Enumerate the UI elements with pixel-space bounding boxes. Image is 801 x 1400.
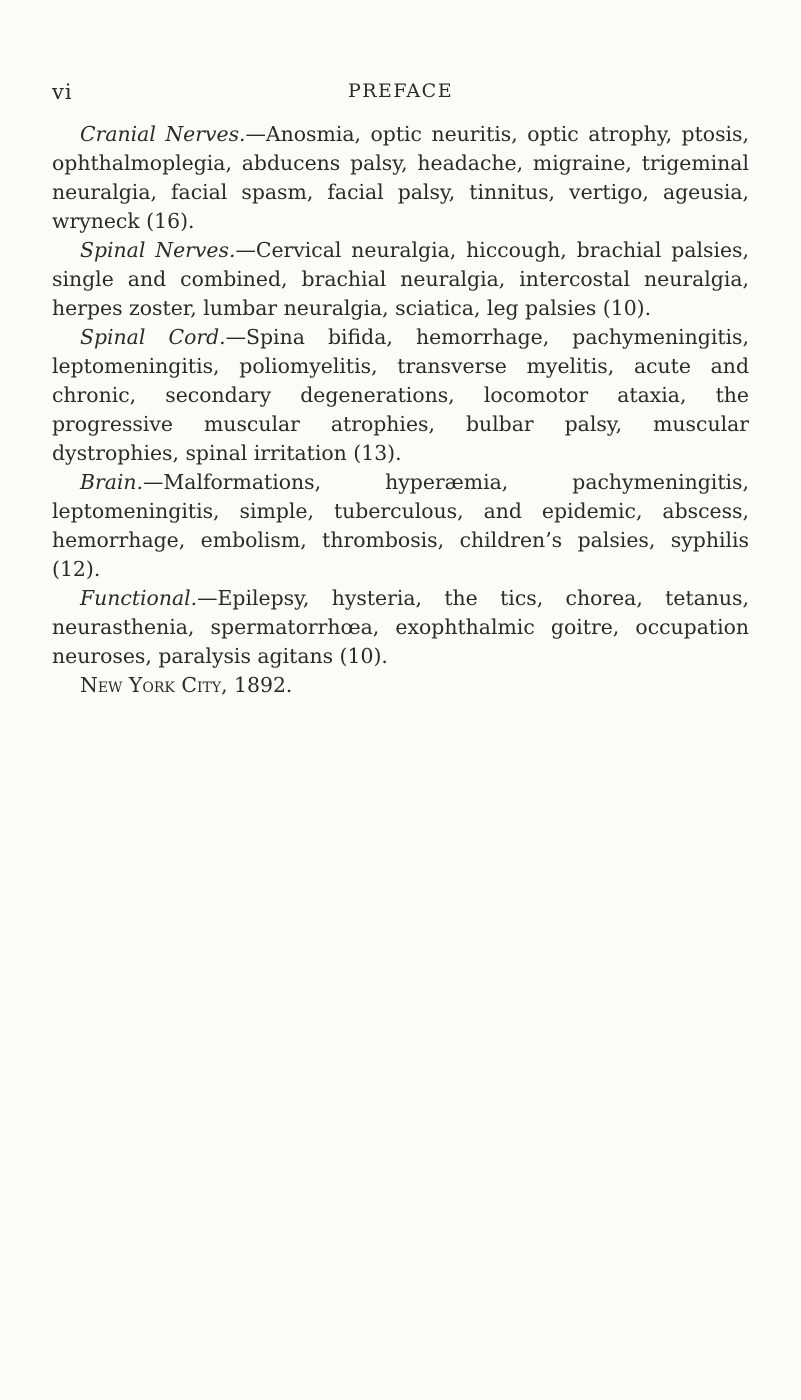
entry-dash: — xyxy=(197,586,218,610)
page-number: vi xyxy=(52,80,73,104)
entry-brain xyxy=(52,468,749,584)
running-title: PREFACE xyxy=(347,80,454,102)
preface-content xyxy=(52,120,749,700)
place-date-signature: New York City, 1892. xyxy=(80,673,293,697)
entry-heading: Cranial Nerves. xyxy=(80,122,246,146)
entry-heading: Functional. xyxy=(80,586,198,610)
entry-heading: Spinal Nerves. xyxy=(80,238,236,262)
entry-heading: Brain. xyxy=(80,470,144,494)
entry-dash: — xyxy=(245,122,266,146)
entry-text: Epilepsy, hysteria, the tics, chorea, tetanus, neurasthenia, spermatorrhœa, exophthalmic goitre, occupation neuroses, paralysis agitans (10). xyxy=(52,586,749,668)
entry-dash: — xyxy=(235,238,256,262)
entry-heading: Spinal Cord. xyxy=(80,325,226,349)
entry-dash: — xyxy=(143,470,164,494)
entry-text: Cervical neuralgia, hiccough, brachial palsies, single and combined, brachial neuralgia, intercostal neuralgia, herpes zoster, lumbar neuralgia, sciatica, leg palsies (10). xyxy=(52,238,749,320)
entry-dash: — xyxy=(225,325,247,349)
entry-cranial-nerves xyxy=(52,120,749,236)
entry-functional xyxy=(52,584,749,671)
entry-text: Malformations, hyperæmia, pachymeningitis, leptomeningitis, simple, tuberculous, and epidemic, abscess, hemorrhage, embolism, thrombosis, children’s palsies, syphilis (12). xyxy=(52,470,749,581)
entry-text: Anosmia, optic neuritis, optic atrophy, ptosis, ophthalmoplegia, abducens palsy, headache, migraine, trigeminal neuralgia, facial spasm, facial palsy, tinnitus, vertigo, ageusia, wryneck (16). xyxy=(52,122,749,233)
entry-text: Spina bifida, hemorrhage, pachymeningitis, leptomeningitis, poliomyelitis, transverse myelitis, acute and chronic, secondary degenerations, locomotor ataxia, the progressive muscular atrophies, bulbar palsy, muscular dystrophies, spinal irritation (13). xyxy=(52,325,749,465)
entry-spinal-cord xyxy=(52,323,749,468)
entry-spinal-nerves xyxy=(52,236,749,323)
running-head xyxy=(52,80,749,108)
